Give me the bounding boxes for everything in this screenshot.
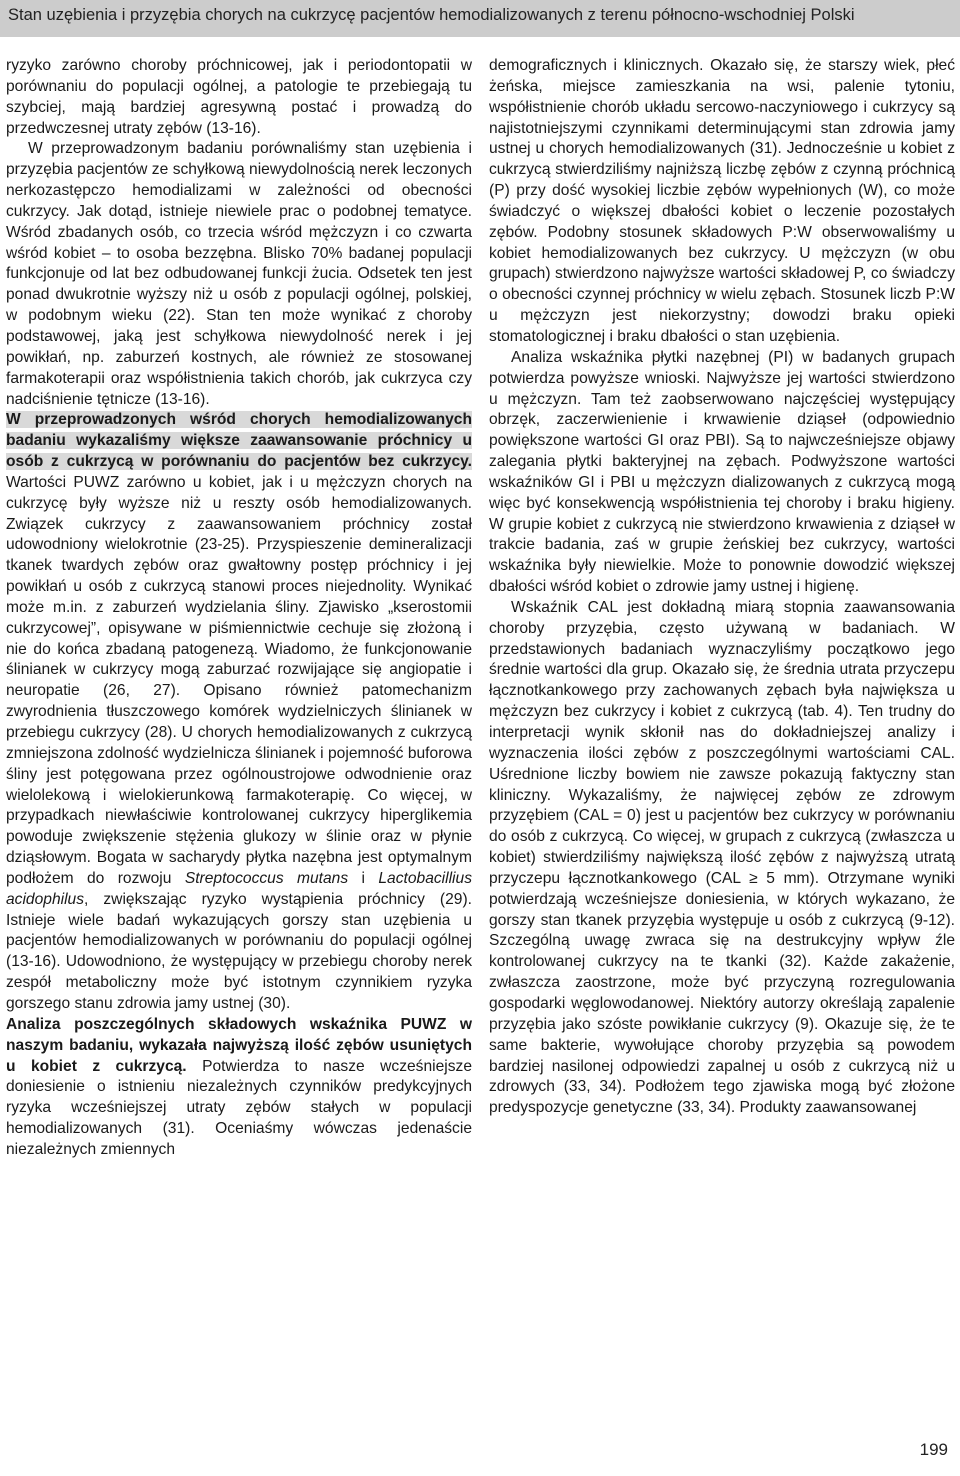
left-paragraph-1: ryzyko zarówno choroby próchnicowej, jak i periodontopatii w porównaniu do populacji ogólnej, a patologie te przebiegają tu szybciej, mają bardziej agresywną postać i prowadzą do przedwczesnej utraty zębów (13-16). bbox=[6, 57, 472, 137]
running-header bbox=[0, 0, 960, 37]
left-paragraph-3-text-a: Wartości PUWZ zarówno u kobiet, jak i u mężczyzn chorych na cukrzycę były wyższe niż u reszty osób hemodializowanych. Związek cukrzycy z zaawansowaniem próchnicy został udowodniony wielokrotnie (23-25). Przyspieszenie demineralizacji tkanek twardych zębów oraz gwałtowny postęp próchnicy i jej powikłań u osób z cukrzycą stanowi proces niejednolity. Wynikać może m.in. z zaburzeń wydzielania śliny. Zjawisko „kserostomii cukrzycowej”, opisywane w piśmiennictwie cechuje się złożoną i nie do końca zbadaną patogenezą. Wiadomo, że funkcjonowanie ślinianek w cukrzycy mogą zaburzać rozwijające się angiopatie i neuropatie (26, 27). Opisano również patomechanizm zwyrodnienia tłuszczowego komórek wydzielniczych ślinianek w przebiegu cukrzycy (28). U chorych hemodializowanych z cukrzycą zmniejszona zdolność wydzielnicza ślinianek i pojemność buforowa śliny jest potęgowana przez ogólnoustrojowe odwodnienie oraz wielolekową i wielokierunkową farmakoterapię. Co więcej, w przypadkach niewłaściwie kontrolowanej cukrzycy hiperglikemia powoduje zwiększenie stężenia glukozy w ślinie oraz w płynie dziąsłowym. Bogata w sacharydy płytka nazębna jest optymalnym podłożem do rozwoju bbox=[6, 473, 472, 887]
species-name-streptococcus: Streptococcus mutans bbox=[184, 869, 349, 887]
right-column bbox=[489, 56, 955, 1119]
species-name-lactobacillus: Lactobacillius acidophilus bbox=[6, 869, 472, 908]
key-finding-caries: W przeprowadzonych wśród chorych hemodializowanych badaniu wykazaliśmy większe zaawansowanie próchnicy u osób z cukrzycą w porównaniu do pacjentów bez cukrzycy. bbox=[6, 411, 472, 471]
running-header-title: Stan uzębienia i przyzębia chorych na cukrzycę pacjentów hemodializowanych z terenu północno-wschodniej Polski bbox=[8, 6, 855, 24]
left-paragraph-3-text-c: , zwiększając ryzyko wystąpienia próchnicy (29). Istnieje wiele badań wykazujących gorszy stan uzębienia u pacjentów hemodializowanych w porównaniu do populacji ogólnej (13-16). Udowodniono, że występujący w przebiegu choroby nerek zespół metaboliczny może być istotnym czynnikiem ryzyka gorszego stanu zdrowia jamy ustnej (30). bbox=[6, 890, 472, 1012]
right-paragraph-1: demograficznych i klinicznych. Okazało się, że starszy wiek, płeć żeńska, miejsce zamieszkania na wsi, palenie tytoniu, współistnienie chorób układu sercowo-naczyniowego i cukrzycy są najistotniejszymi czynnikami determinującymi stan zdrowia jamy ustnej u chorych hemodializowanych (31). Jednocześnie u kobiet z cukrzycą stwierdziliśmy najniższą liczbę zębów z czynną próchnicą (P) przy dość wysokiej liczbie zębów wypełnionych (W), co może świadczyć o większej dbałości kobiet o leczenie pozostałych zębów. Podobny stosunek składowych P:W obserwowaliśmy u kobiet hemodializowanych bez cukrzycy. U mężczyzn (w obu grupach) stwierdzono najwyższe wartości składowej P, co świadczy o obecności czynnej próchnicy w wielu zębach. Stosunek liczb P:W u mężczyzn jest niekorzystny; dowodzi braku opieki stomatologicznej i braku dbałości o stan uzębienia. bbox=[489, 57, 955, 345]
left-column bbox=[6, 56, 472, 1161]
key-finding-puwz: Analiza poszczególnych składowych wskaźnika PUWZ w naszym badaniu, wykazała najwyższą ilość zębów usuniętych u kobiet z cukrzycą. bbox=[6, 1015, 472, 1075]
left-paragraph-4 bbox=[6, 1015, 472, 1161]
left-paragraph-2: W przeprowadzonym badaniu porównaliśmy stan uzębienia i przyzębia pacjentów ze schyłkową niewydolnością nerek leczonych nerkozastępczo hemodializami w zależności od obecności cukrzycy. Jak dotąd, istnieje niewiele prac o podobnej tematyce. Wśród zbadanych osób, co trzecia wśród mężczyzn i co czwarta wśród kobiet – to osoba bezzębna. Blisko 70% badanej populacji funkcjonuje od lat bez odbudowanej funkcji żucia. Odsetek ten jest ponad dwukrotnie wyższy niż u osób z populacji ogólnej, polskiej, w podobnym wieku (22). Stan ten może wynikać z choroby podstawowej, jaką jest schyłkowa niewydolność nerek i jej powikłań, np. zaburzeń kostnych, ale również ze stosowanej farmakoterapii oraz współistnienia takich chorób, jak cukrzyca czy nadciśnienie tętnicze (13-16). bbox=[6, 140, 472, 408]
left-paragraph-3 bbox=[6, 410, 472, 1014]
right-paragraph-2: Analiza wskaźnika płytki nazębnej (PI) w badanych grupach potwierdza powyższe wnioski. Najwyższe jej wartości stwierdzono u mężczyzn. Tam też zaobserwowano najczęściej występujący obrzęk, zaczerwienienie i krwawienie dziąseł (odpowiednio powiększone wartości GI oraz PBI). Są to najwcześniejsze objawy zalegania płytki bakteryjnej na zębach. Podwyższone wartości wskaźników GI i PBI u mężczyzn dializowanych z cukrzycą mogą więc być konsekwencją współistnienia tej choroby i braku higieny. W grupie kobiet z cukrzycą nie stwierdzono krwawienia z dziąseł w trakcie badania, zaś w grupie żeńskiej bez cukrzycy, wartości wskaźnika były niewielkie. Może to ponownie dowodzić większej dbałości wśród kobiet o zdrowie jamy ustnej i higienę. bbox=[489, 348, 955, 596]
left-paragraph-4-text: Potwierdza to nasze wcześniejsze doniesienie o istnieniu niezależnych czynników predykcyjnych ryzyka wcześniejszej utraty zębów stałych w populacji hemodializowanych (31). Oceniaśmy wówczas jedenaście niezależnych zmiennych bbox=[6, 1057, 473, 1158]
page-number: 199 bbox=[919, 1440, 948, 1459]
left-paragraph-3-text-b: i bbox=[348, 869, 379, 887]
right-paragraph-3: Wskaźnik CAL jest dokładną miarą stopnia zaawansowania choroby przyzębia, często używaną w badaniach. W przedstawionych badaniach wyznaczyliśmy początkowo jego średnie wartości dla grup. Okazało się, że średnia utrata przyczepu łącznotkankowego przy zachowanych zębach była największa u mężczyzn bez cukrzycy i kobiet z cukrzycą (tab. 4). Ten trudny do interpretacji wynik skłonił nas do dokładniejszej analizy i wyznaczenia ilości zębów z poszczególnymi wartościami CAL. Uśrednione liczby bowiem nie zawsze pokazują faktyczny stan kliniczny. Wykazaliśmy, że najwięcej zębów ze zdrowym przyzębiem (CAL = 0) jest u pacjentów bez cukrzycy w porównaniu do osób z cukrzycą. Co więcej, w grupach z cukrzycą (zwłaszcza u kobiet) stwierdziliśmy największą ilość zębów z najwyższą utratą przyczepu łącznotkankowego (CAL ≥ 5 mm). Otrzymane wyniki potwierdzają wcześniejsze doniesienia, w których wykazano, że gorszy stan tkanek przyzębia występuje u osób z cukrzycą (9-12). Szczególną uwagę zwraca się na destrukcyjny wpływ źle kontrolowanej cukrzycy na te tkanki (32). Każde zakażenie, zwłaszcza zaostrzone, może być przyczyną rozregulowania gospodarki węglowodanowej. Niektóry autorzy określają zapalenie przyzębia jako szóste powikłanie cukrzycy (9). Okazuje się, że te same bakterie, wywołujące choroby przyzębia są powodem bardziej nasilonej odpowiedzi zapalnej u osób z cukrzycą niż u zdrowych (33, 34). Podłożem tego zjawiska mogą być złożone predyspozycje genetyczne (33, 34). Produkty zaawansowanej bbox=[489, 598, 955, 1117]
